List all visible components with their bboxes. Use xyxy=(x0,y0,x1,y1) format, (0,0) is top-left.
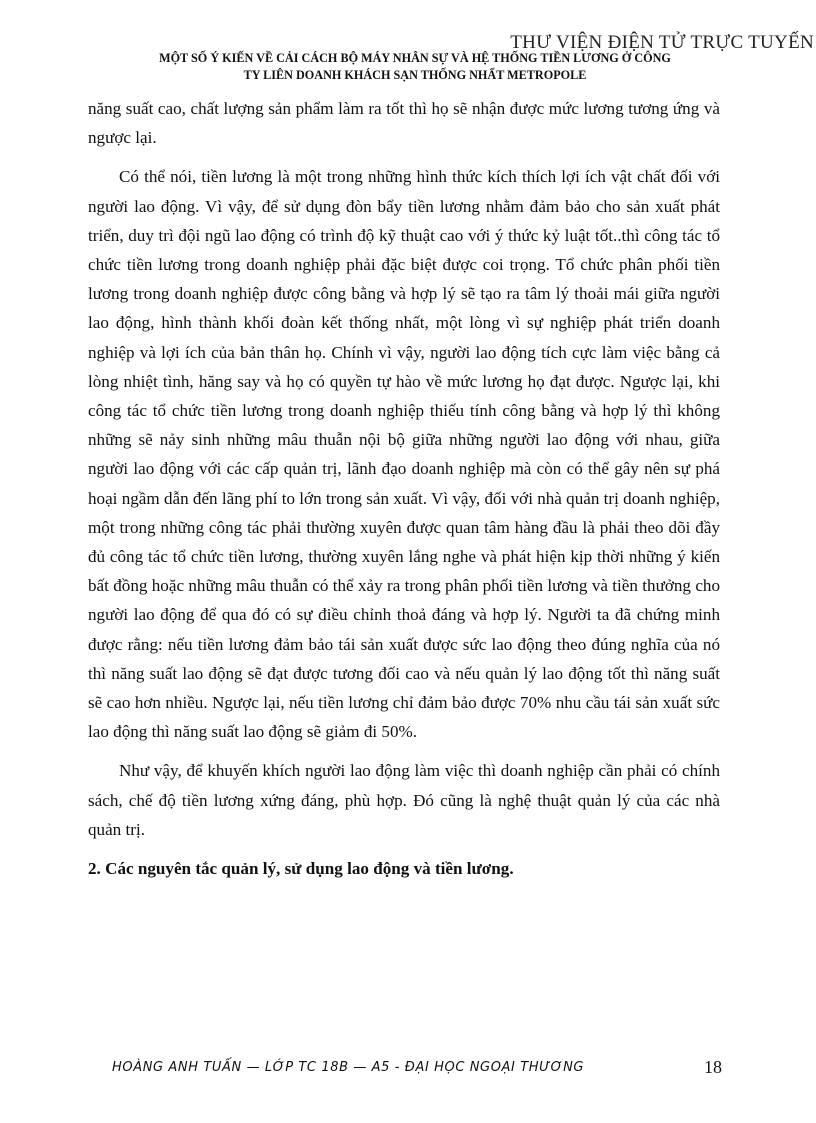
section-heading: 2. Các nguyên tắc quản lý, sử dụng lao động và tiền lương. xyxy=(88,859,514,879)
footer-author-line: HOÀNG ANH TUẤN — LỚP TC 18B — A5 - ĐẠI HỌC NGOẠI THƯƠNG xyxy=(112,1060,585,1075)
page-number: 18 xyxy=(704,1057,722,1077)
paragraph-continuation: năng suất cao, chất lượng sản phẩm làm ra tốt thì họ sẽ nhận được mức lương tương ứng và ngược lại. xyxy=(88,99,720,148)
paragraph-wages-incentive: Có thể nói, tiền lương là một trong những hình thức kích thích lợi ích vật chất đối với người lao động. Vì vậy, để sử dụng đòn bẩy tiền lương nhằm đảm bảo cho sản xuất phát triển, duy trì đội ngũ lao động có trình độ kỹ thuật cao với ý thức kỷ luật tốt..thì công tác tổ chức tiền lương trong doanh nghiệp phải đặc biệt được coi trọng. Tổ chức phân phối tiền lương trong doanh nghiệp được công bằng và hợp lý sẽ tạo ra tâm lý thoải mái giữa người lao động, hình thành khối đoàn kết thống nhất, một lòng vì sự nghiệp phát triển doanh nghiệp và lợi ích của bản thân họ. Chính vì vậy, người lao động tích cực làm việc bằng cả lòng nhiệt tình, hăng say và họ có quyền tự hào về mức lương họ đạt được. Ngược lại, khi công tác tổ chức tiền lương trong doanh nghiệp thiếu tính công bằng và hợp lý thì không những sẽ nảy sinh những mâu thuẫn nội bộ giữa những người lao động với nhau, giữa người lao động với các cấp quản trị, lãnh đạo doanh nghiệp mà còn có thể gây nên sự phá hoại ngầm dẫn đến lãng phí to lớn trong sản xuất. Vì vậy, đối với nhà quản trị doanh nghiệp, một trong những công tác phải thường xuyên được quan tâm hàng đầu là phải theo dõi đầy đủ công tác tổ chức tiền lương, thường xuyên lắng nghe và phát hiện kịp thời những ý kiến bất đồng hoặc những mâu thuẫn có thể xảy ra trong phân phối tiền lương và tiền thưởng cho người lao động để qua đó có sự điều chỉnh thoả đáng và hợp lý. Người ta đã chứng minh được rằng: nếu tiền lương đảm bảo tái sản xuất được sức lao động theo đúng nghĩa của nó thì năng suất lao động sẽ đạt được tương đối cao và nếu quản lý lao động tốt thì năng suất sẽ cao hơn nhiều. Ngược lại, nếu tiền lương chỉ đảm bảo được 70% nhu cầu tái sản xuất sức lao động thì năng suất lao động sẽ giảm đi 50%. xyxy=(88,167,720,742)
header-line-2: TY LIÊN DOANH KHÁCH SẠN THỐNG NHẤT METROPOLE xyxy=(243,68,587,82)
running-header xyxy=(85,50,745,84)
library-watermark: THƯ VIỆN ĐIỆN TỬ TRỰC TUYẾN xyxy=(510,32,814,53)
header-line-1: MỘT SỐ Ý KIẾN VỀ CẢI CÁCH BỘ MÁY NHÂN SỰ VÀ HỆ THỐNG TIỀN LƯƠNG Ở CÔNG xyxy=(159,51,671,65)
document-body xyxy=(88,94,720,883)
paragraph-conclusion: Như vậy, để khuyến khích người lao động làm việc thì doanh nghiệp cần phải có chính sách, chế độ tiền lương xứng đáng, phù hợp. Đó cũng là nghệ thuật quản lý của các nhà quản trị. xyxy=(88,761,720,839)
